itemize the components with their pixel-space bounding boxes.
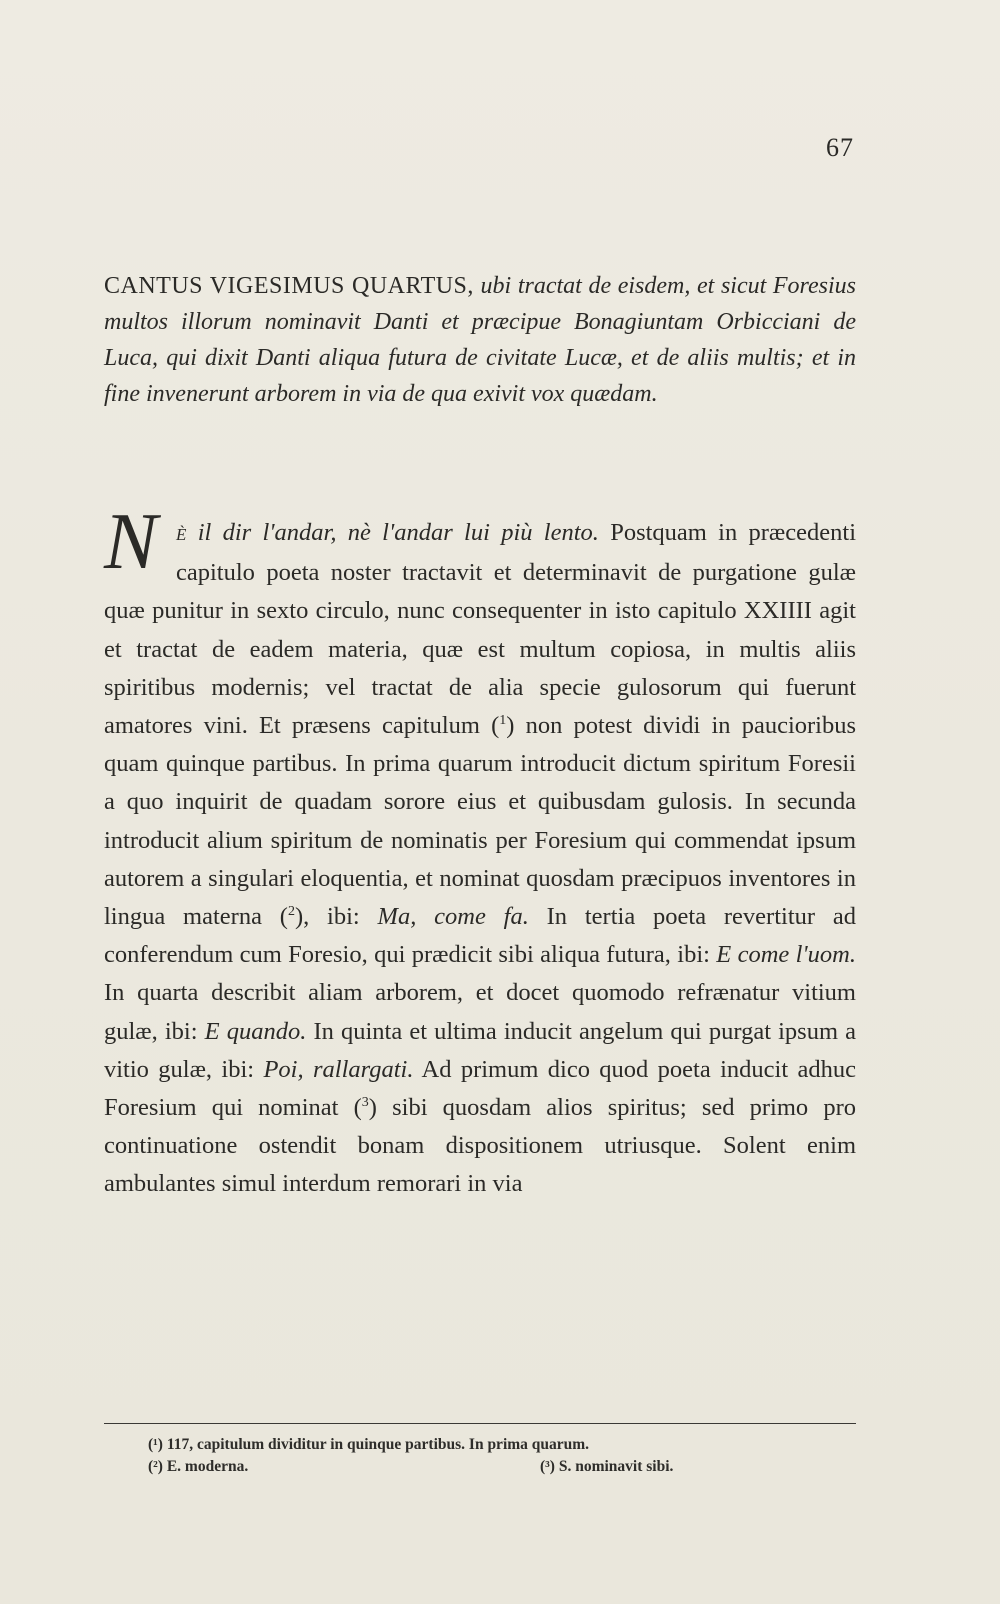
text-segment: Postquam in præcedenti capitulo poeta noster tractavit et determinavit de purgatione gulæ quæ punitur in sexto circulo, nunc consequenter in isto capitulo XXIIII agit et tractat de eadem materia, quæ est multum copiosa, in multis aliis spiritibus modernis; vel tractat de alia specie gulosorum qui fuerunt amatores vini. Et præsens capitulum ( xyxy=(104,519,856,740)
text-segment: Ad primum dico quod poeta inducit adhuc Foresium qui nominat ( xyxy=(104,1055,856,1122)
footnote-ref-1[interactable]: 1 xyxy=(499,712,507,728)
footnote-1: (¹) 117, capitulum dividitur in quinque partibus. In prima quarum. xyxy=(148,1436,590,1453)
text-segment: ) sibi quosdam alios spiritus; sed primo pro continuatione ostendit bonam dispositionem utriusque. Solent enim ambulantes simul interdum remorari in via xyxy=(104,1094,856,1198)
page-number: 67 xyxy=(826,133,854,162)
drop-cap-letter: N xyxy=(104,498,158,586)
citation: Ma, come fa. xyxy=(377,903,529,931)
text-segment: ) non potest dividi in paucioribus quam quinque partibus. In prima quarum introducit dictum spiritum Foresii a quo inquirit de quadam sorore eius et quibusdam gulosis. In secunda introducit alium spiritum de nominatis per Foresium qui commendat ipsum autorem a singulari eloquentia, et nominat quosdam præcipuos inventores in lingua materna ( xyxy=(104,712,856,931)
text-segment: ), ibi: xyxy=(294,903,378,931)
canto-rubric: ubi tractat de eisdem, et sicut Foresius multos illorum nominavit Danti et præcipue Bonagiuntam Orbicciani de Luca, qui dixit Danti aliqua futura de civitate Lucæ, et de aliis multis; et in fine invenerunt arborem in via de qua exivit vox quædam. xyxy=(104,273,856,407)
canto-title: CANTUS VIGESIMUS QUARTUS, xyxy=(104,273,474,299)
footnote-divider xyxy=(104,1423,856,1424)
footnote-3: (³) S. nominavit sibi. xyxy=(540,1458,674,1475)
commentary-text xyxy=(104,498,856,1204)
incipit-verse: il dir l'andar, nè l'andar lui più lento. xyxy=(197,519,599,546)
footnote-ref-3[interactable]: 3 xyxy=(361,1094,369,1110)
drop-cap xyxy=(104,498,172,586)
text-segment: In quinta et ultima inducit angelum qui purgat ipsum a vitio gulæ, ibi: xyxy=(104,1017,856,1083)
citation: E quando. xyxy=(204,1017,307,1045)
text-segment: In quarta describit aliam arborem, et docet quomodo refrænatur vitium gulæ, ibi: xyxy=(104,979,856,1045)
citation: E come l'uom. xyxy=(716,941,856,969)
citation: Poi, rallargati. xyxy=(263,1055,414,1083)
canto-heading xyxy=(104,268,856,412)
text-segment: In tertia poeta revertitur ad conferendum cum Foresio, qui prædicit sibi aliqua futura, ibi: xyxy=(104,903,856,969)
footnote-2: (²) E. moderna. xyxy=(148,1458,249,1475)
footnotes xyxy=(148,1434,828,1478)
drop-cap-continuation: È xyxy=(176,525,187,544)
footnote-ref-2[interactable]: 2 xyxy=(287,903,295,919)
footnote-row xyxy=(148,1456,828,1478)
